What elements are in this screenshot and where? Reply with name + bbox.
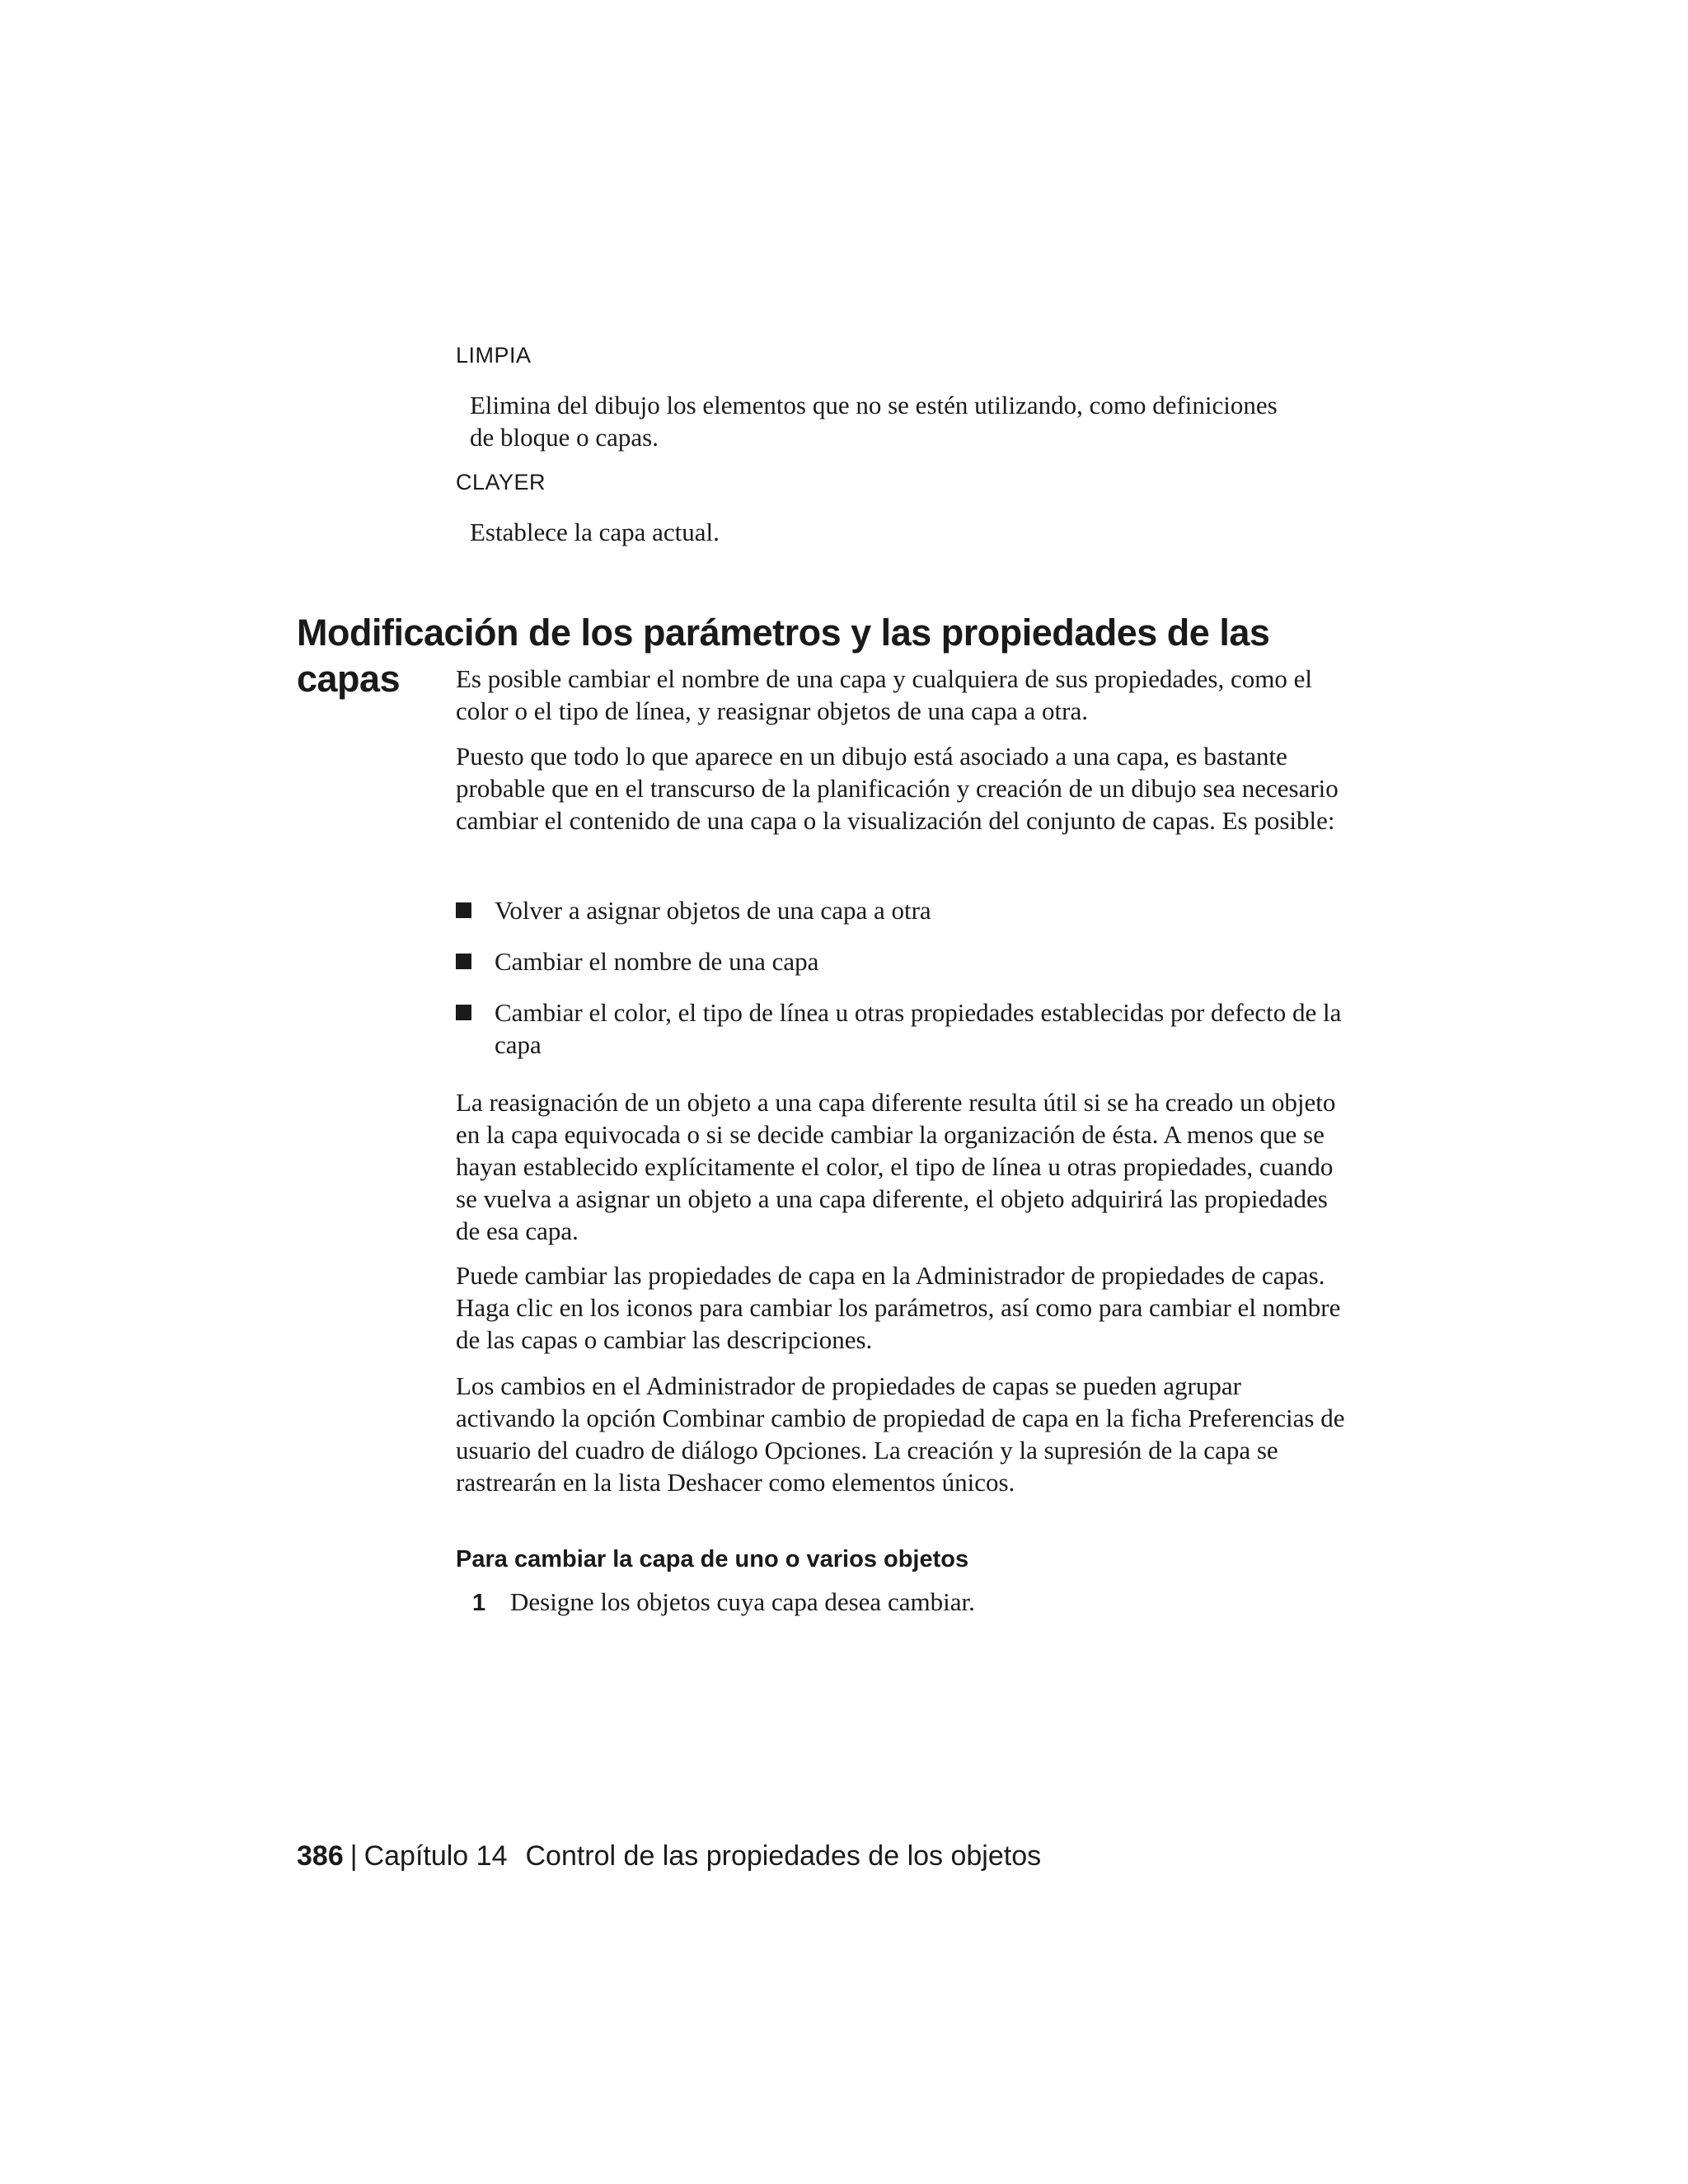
step-text: Designe los objetos cuya capa desea cambiar. xyxy=(510,1587,975,1616)
command-name-limpia: LIMPIA xyxy=(456,343,532,368)
list-item xyxy=(456,894,1346,926)
command-description-clayer: Establece la capa actual. xyxy=(470,518,720,546)
paragraph-grouping-changes: Los cambios en el Administrador de propiedades de capas se pueden agrupar activando la opción Combinar cambio de propiedad de capa en la ficha Preferencias de usuario del cuadro de diálogo Opciones. La creación y la supresión de la capa se rastrearán en la lista Deshacer como elementos únicos. xyxy=(456,1371,1345,1497)
page-footer xyxy=(297,1839,1041,1873)
page-number: 386 xyxy=(297,1840,344,1872)
bullet-list xyxy=(456,894,1346,1080)
paragraph-reassignment: La reasignación de un objeto a una capa diferente resulta útil si se ha creado un objeto en la capa equivocada o si se decide cambiar la organización de ésta. A menos que se hayan establecido explícitamente el color, el tipo de línea u otras propiedades, cuando se vuelva a asignar un objeto a una capa diferente, el objeto adquirirá las propiedades de esa capa. xyxy=(456,1088,1336,1245)
footer-separator: | xyxy=(349,1840,358,1872)
square-bullet-icon xyxy=(456,1005,471,1020)
command-description-limpia: Elimina del dibujo los elementos que no se estén utilizando, como definiciones de bloque o capas. xyxy=(470,391,1278,452)
paragraph-context: Puesto que todo lo que aparece en un dibujo está asociado a una capa, es bastante probable que en el transcurso de la planificación y creación de un dibujo sea necesario cambiar el contenido de una capa o la visualización del conjunto de capas. Es posible: xyxy=(456,742,1339,835)
chapter-label: Capítulo 14 xyxy=(363,1840,508,1872)
list-item-text: Volver a asignar objetos de una capa a otra xyxy=(495,896,931,925)
procedure-step xyxy=(472,1586,1346,1619)
section-heading: Modificación de los parámetros y las propiedades de las capas xyxy=(297,612,1270,700)
paragraph-properties-manager: Puede cambiar las propiedades de capa en la Administrador de propiedades de capas. Haga clic en los iconos para cambiar los parámetros, así como para cambiar el nombre de las capas o cambiar las descripciones. xyxy=(456,1261,1341,1354)
procedure-title: Para cambiar la capa de uno o varios objetos xyxy=(456,1546,969,1572)
command-name-clayer: CLAYER xyxy=(456,470,546,494)
square-bullet-icon xyxy=(456,954,471,969)
list-item-text: Cambiar el nombre de una capa xyxy=(495,947,819,976)
paragraph-intro: Es posible cambiar el nombre de una capa y cualquiera de sus propiedades, como el color o el tipo de línea, y reasignar objetos de una capa a otra. xyxy=(456,664,1312,725)
list-item xyxy=(456,945,1346,977)
square-bullet-icon xyxy=(456,902,471,918)
list-item-text: Cambiar el color, el tipo de línea u otras propiedades establecidas por defecto de la capa xyxy=(495,998,1342,1059)
chapter-title: Control de las propiedades de los objetos xyxy=(525,1840,1042,1872)
step-number: 1 xyxy=(472,1590,486,1616)
list-item xyxy=(456,996,1346,1061)
